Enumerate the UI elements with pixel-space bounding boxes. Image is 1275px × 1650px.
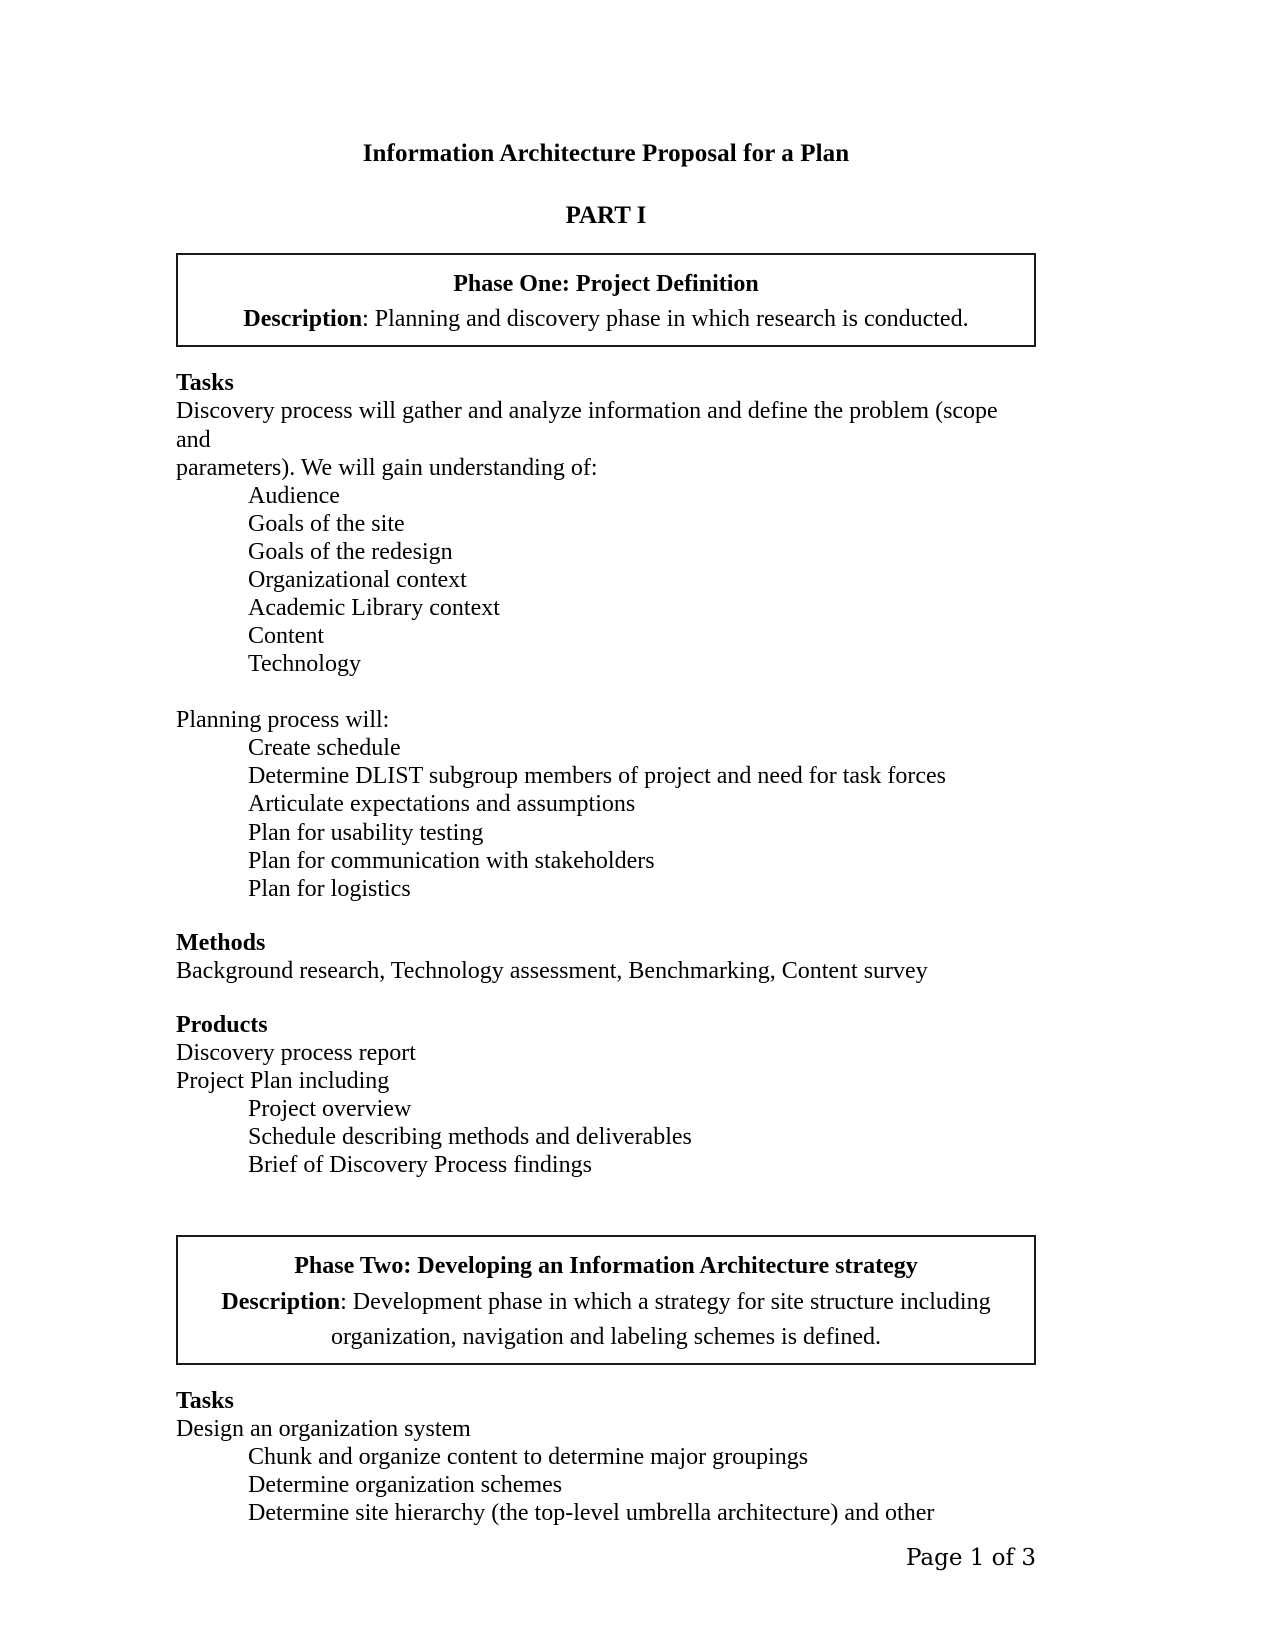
tasks-one-intro-line1: Discovery process will gather and analyze information and define the problem (scope and	[176, 398, 998, 453]
phase-one-description-label: Description	[243, 306, 363, 333]
list-item: Brief of Discovery Process findings	[248, 1152, 592, 1179]
phase-one-description	[190, 304, 1022, 335]
understanding-list	[176, 482, 1036, 679]
list-item: Technology	[248, 651, 361, 678]
phase-two-description-line1: Development phase in which a strategy for site structure including	[352, 1288, 991, 1315]
phase-one-box	[176, 253, 1036, 347]
list-item: Determine DLIST subgroup members of project and need for task forces	[248, 763, 947, 790]
tasks-two-list	[176, 1443, 1036, 1527]
list-item: Determine organization schemes	[248, 1472, 563, 1499]
list-item: Organizational context	[248, 566, 467, 593]
tasks-one-heading: Tasks	[176, 370, 234, 397]
list-item: Articulate expectations and assumptions	[248, 791, 636, 818]
list-item: Audience	[248, 482, 340, 509]
list-item: Schedule describing methods and deliverables	[248, 1124, 692, 1151]
list-item: Create schedule	[248, 735, 401, 762]
page-footer	[176, 1545, 1036, 1573]
products-heading: Products	[176, 1011, 268, 1038]
spacer	[176, 678, 1036, 706]
methods-text: Background research, Technology assessment, Benchmarking, Content survey	[176, 957, 928, 984]
list-item: Goals of the site	[248, 510, 405, 537]
page-title: Information Architecture Proposal for a Plan	[362, 140, 850, 167]
list-item: Chunk and organize content to determine major groupings	[248, 1444, 809, 1471]
phase-one-title: Phase One: Project Definition	[453, 271, 759, 297]
tasks-one-intro-line2: parameters). We will gain understanding of:	[176, 454, 598, 481]
phase-one-description-separator: :	[362, 306, 375, 333]
phase-two-description-label: Description	[221, 1288, 341, 1315]
products-line-1: Discovery process report	[176, 1040, 416, 1067]
products-line-2: Project Plan including	[176, 1068, 390, 1095]
planning-list	[176, 734, 1036, 902]
list-item: Content	[248, 623, 324, 650]
list-item: Project overview	[248, 1096, 412, 1123]
list-item: Goals of the redesign	[248, 538, 453, 565]
tasks-two-intro: Design an organization system	[176, 1416, 471, 1443]
page-number-label: Page 1 of 3	[905, 1545, 1036, 1571]
phase-two-box	[176, 1235, 1036, 1365]
tasks-two-heading: Tasks	[176, 1387, 234, 1414]
planning-process-intro: Planning process will:	[176, 707, 390, 734]
document-content	[176, 138, 1036, 1527]
list-item: Academic Library context	[248, 595, 500, 621]
phase-two-title: Phase Two: Developing an Information Architecture strategy	[294, 1253, 918, 1280]
list-item: Plan for usability testing	[248, 819, 484, 846]
list-item: Determine site hierarchy (the top-level umbrella architecture) and other	[248, 1500, 935, 1527]
phase-two-description	[190, 1287, 1022, 1318]
phase-two-description-line2: organization, navigation and labeling schemes is defined.	[330, 1323, 882, 1350]
part-heading: PART I	[565, 202, 647, 229]
phase-two-description-separator: :	[340, 1288, 353, 1315]
products-list	[176, 1095, 1036, 1179]
phase-one-description-text: Planning and discovery phase in which research is conducted.	[374, 306, 969, 333]
list-item: Plan for logistics	[248, 875, 411, 902]
methods-heading: Methods	[176, 929, 266, 956]
list-item: Plan for communication with stakeholders	[248, 847, 655, 874]
